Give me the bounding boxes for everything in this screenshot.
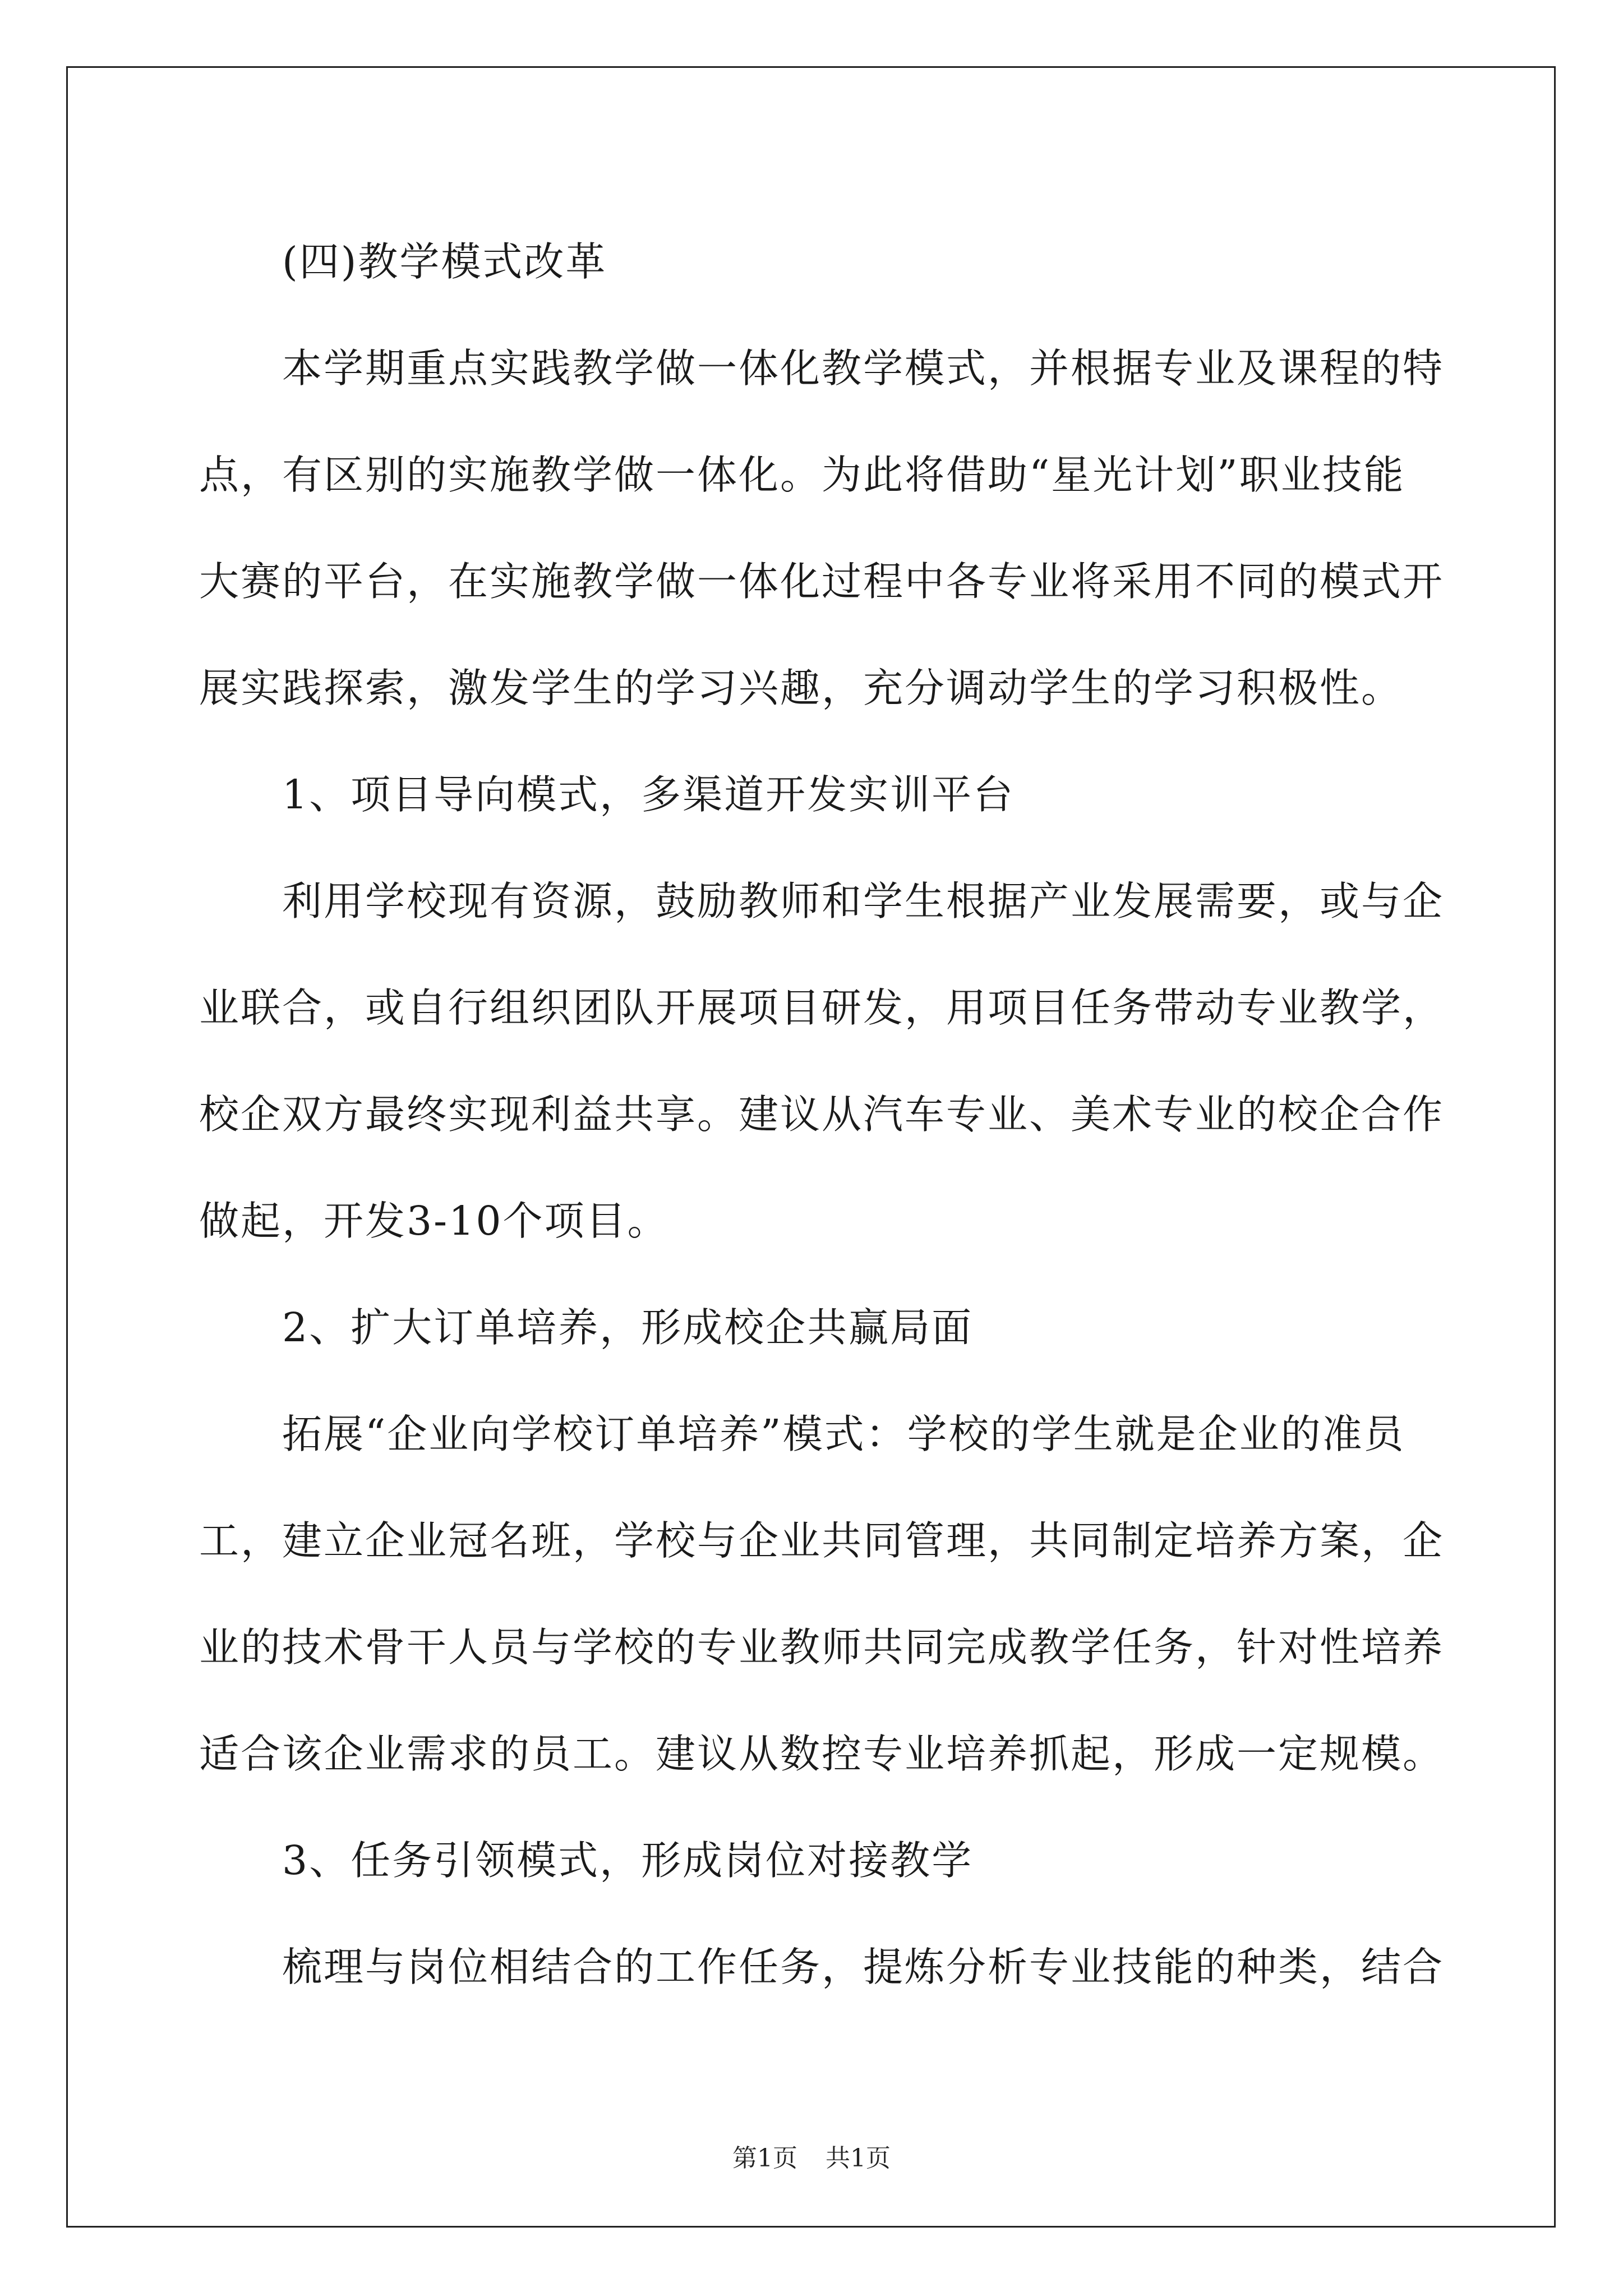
- paragraph-line: 拓展“企业向学校订单培养”模式：学校的学生就是企业的准员: [199, 1411, 1405, 1457]
- paragraph-line: 业联合，或自行组织团队开展项目研发，用项目任务带动专业教学，: [199, 984, 1445, 1031]
- paragraph-line: 梳理与岗位相结合的工作任务，提炼分析专业技能的种类，结合: [199, 1944, 1445, 1990]
- paragraph-line: 校企双方最终实现利益共享。建议从汽车专业、美术专业的校企合作: [199, 1091, 1445, 1138]
- paragraph-line: 工，建立企业冠名班，学校与企业共同管理，共同制定培养方案，企: [199, 1517, 1445, 1564]
- paragraph-line: 利用学校现有资源，鼓励教师和学生根据产业发展需要，或与企: [199, 878, 1445, 924]
- paragraph-line: 做起，开发3-10个项目。: [199, 1198, 669, 1244]
- page-number: 第1页: [732, 2144, 797, 2173]
- page-total: 共1页: [826, 2144, 891, 2173]
- paragraph-line: 适合该企业需求的员工。建议从数控专业培养抓起，形成一定规模。: [199, 1731, 1445, 1777]
- subsection-heading: 3、任务引领模式，形成岗位对接教学: [199, 1837, 974, 1884]
- paragraph-line: 点，有区别的实施教学做一体化。为此将借助“星光计划”职业技能: [199, 452, 1405, 498]
- section-heading: (四)教学模式改革: [199, 238, 607, 285]
- paragraph-line: 展实践探索，激发学生的学习兴趣，充分调动学生的学习积极性。: [199, 665, 1403, 711]
- document-body: [199, 209, 1445, 2021]
- subsection-heading: 1、项目导向模式，多渠道开发实训平台: [199, 771, 1015, 818]
- page-footer: [0, 2142, 1623, 2175]
- paragraph-line: 本学期重点实践教学做一体化教学模式，并根据专业及课程的特: [199, 345, 1445, 392]
- subsection-heading: 2、扩大订单培养，形成校企共赢局面: [199, 1304, 974, 1351]
- paragraph-line: 业的技术骨干人员与学校的专业教师共同完成教学任务，针对性培养: [199, 1624, 1445, 1671]
- paragraph-line: 大赛的平台，在实施教学做一体化过程中各专业将采用不同的模式开: [199, 558, 1445, 605]
